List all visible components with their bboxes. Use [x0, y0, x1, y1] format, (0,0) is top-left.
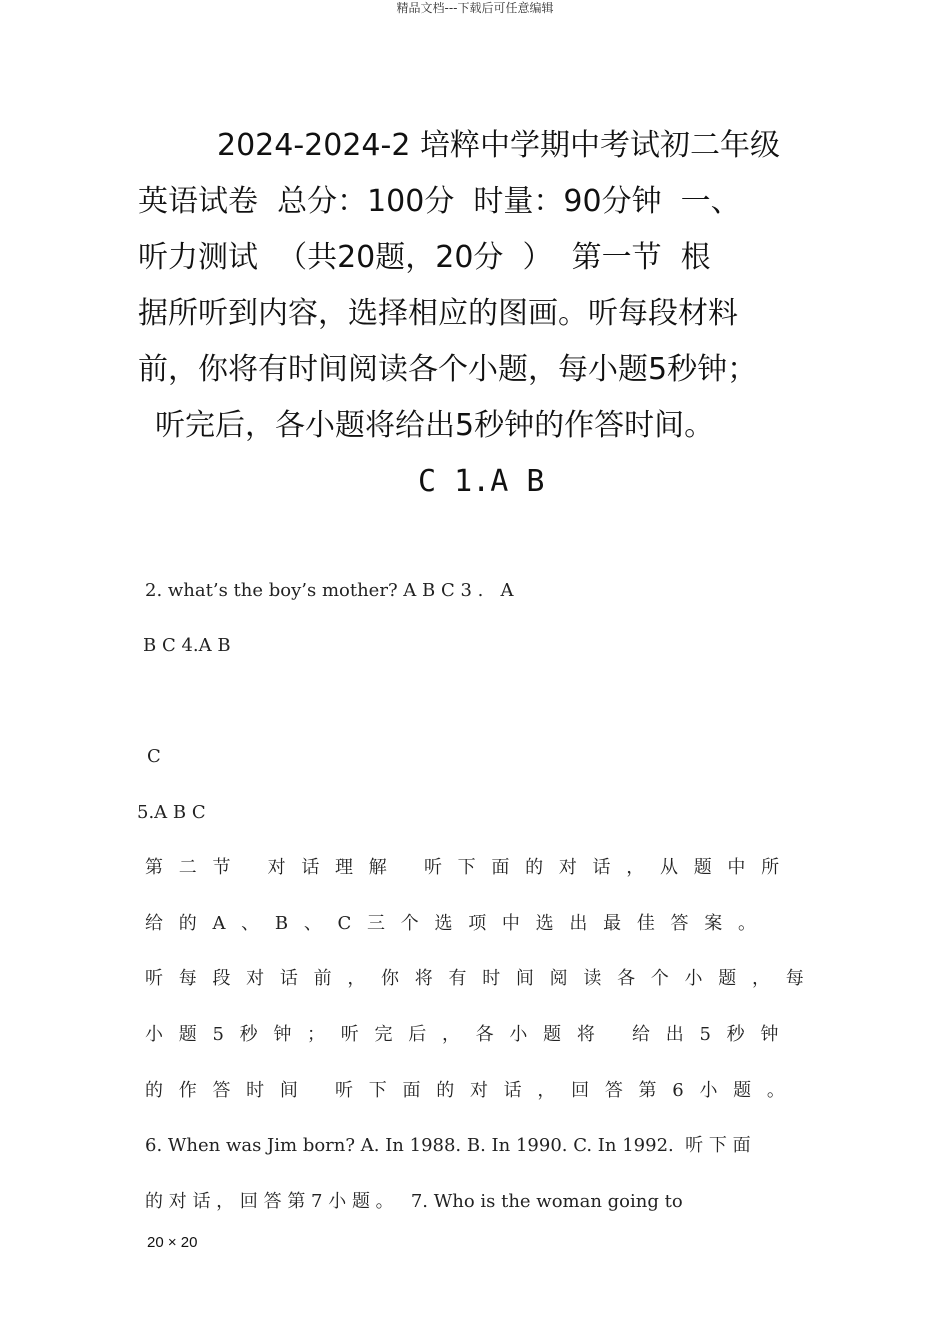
section-2-line-5: 的 作 答 时 间 听 下 面 的 对 话 ， 回 答 第 6 小 题 。 — [145, 1080, 790, 1101]
section-2-line-2: 给 的 A 、 B 、 C 三 个 选 项 中 选 出 最 佳 答 案 。 — [145, 913, 761, 934]
footer-size-label: 20 × 20 — [147, 1234, 198, 1251]
title-line-4: 据所听到内容，选择相应的图画。听每段材料 — [138, 296, 738, 331]
title-line-5: 前，你将有时间阅读各个小题，每小题5秒钟； — [138, 352, 758, 387]
section-2-line-3: 听 每 段 对 话 前 ， 你 将 有 时 间 阅 读 各 个 小 题 ， 每 — [145, 968, 809, 989]
question-1-options: C 1.A B — [418, 464, 545, 499]
title-line-3: 听力测试 （共20题，20分 ） 第一节 根 — [138, 240, 711, 275]
question-2: 2. what’s the boy’s mother? A B C 3 . A — [145, 580, 514, 601]
page-header-watermark: 精品文档---下载后可任意编辑 — [396, 1, 554, 15]
section-2-line-4: 小 题 5 秒 钟 ； 听 完 后 ， 各 小 题 将 给 出 5 秒 钟 — [145, 1024, 784, 1045]
title-line-1: 2024-2024-2 培粹中学期中考试初二年级 — [217, 128, 780, 163]
question-4-option-c: C — [147, 746, 161, 767]
question-3-4-options: B C 4.A B — [143, 635, 231, 656]
title-line-2: 英语试卷 总分：100分 时量：90分钟 一、 — [138, 184, 741, 219]
title-line-6: 听完后，各小题将给出5秒钟的作答时间。 — [155, 408, 715, 443]
question-7: 的 对 话 ， 回 答 第 7 小 题 。 7. Who is the woman going to — [145, 1191, 683, 1212]
question-6: 6. When was Jim born? A. In 1988. B. In 1990. C. In 1992. 听 下 面 — [145, 1135, 751, 1156]
section-2-line-1: 第 二 节 对 话 理 解 听 下 面 的 对 话 ， 从 题 中 所 — [145, 857, 785, 878]
question-5-options: 5.A B C — [137, 802, 206, 823]
